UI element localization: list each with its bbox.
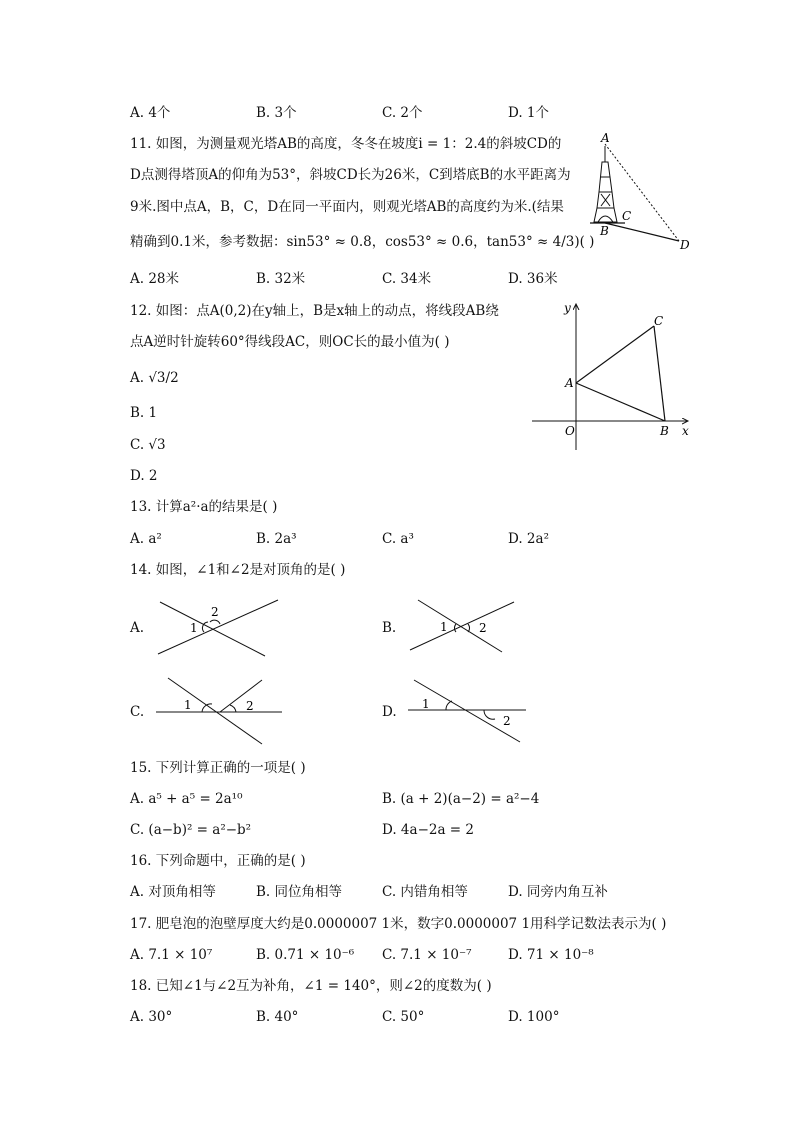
q14-option-a-letter: A. bbox=[130, 620, 145, 636]
q11-stem-line-4: 精确到0.1米，参考数据：sin53° ≈ 0.8，cos53° ≈ 0.6，tan53° ≈ 4/3)( ) bbox=[130, 234, 595, 250]
q18-option-c: C. 50° bbox=[382, 1009, 425, 1025]
q13-option-b: B. 2a³ bbox=[256, 531, 297, 547]
q12-label-o: O bbox=[565, 424, 575, 438]
q10-option-c: C. 2个 bbox=[382, 105, 423, 121]
q14b-angle-1: 1 bbox=[440, 620, 448, 634]
q15-option-b: B. (a + 2)(a−2) = a²−4 bbox=[382, 791, 540, 807]
q14-stem: 14. 如图，∠1和∠2是对顶角的是( ) bbox=[130, 562, 346, 578]
q18-option-b: B. 40° bbox=[256, 1009, 299, 1025]
q13-option-c: C. a³ bbox=[382, 531, 414, 547]
q11-stem-line-2: D点测得塔顶A的仰角为53°，斜坡CD长为26米，C到塔底B的水平距离为 bbox=[130, 167, 571, 183]
q14a-angle-2: 2 bbox=[211, 605, 219, 619]
q11-label-d: D bbox=[680, 238, 690, 252]
q14b-angle-2: 2 bbox=[479, 621, 487, 635]
q12-label-a: A bbox=[565, 376, 574, 390]
q18-option-d: D. 100° bbox=[508, 1009, 560, 1025]
q13-stem: 13. 计算a²·a的结果是( ) bbox=[130, 499, 278, 515]
q12-figure bbox=[528, 298, 698, 454]
q14d-angle-2: 2 bbox=[503, 714, 511, 728]
q11-option-a: A. 28米 bbox=[130, 271, 180, 287]
q11-stem-line-3: 9米.图中点A，B，C，D在同一平面内，则观光塔AB的高度约为米.(结果 bbox=[130, 199, 564, 215]
q14-option-c-letter: C. bbox=[130, 704, 145, 720]
q12-label-y: y bbox=[564, 301, 571, 315]
q14c-angle-1: 1 bbox=[184, 698, 192, 712]
q10-option-a: A. 4个 bbox=[130, 105, 171, 121]
q14-figure-c bbox=[150, 674, 290, 748]
q10-option-d: D. 1个 bbox=[508, 105, 550, 121]
q11-option-b: B. 32米 bbox=[256, 271, 306, 287]
q14a-angle-1: 1 bbox=[190, 621, 198, 635]
q14c-angle-2: 2 bbox=[246, 699, 254, 713]
q12-stem-line-2: 点A逆时针旋转60°得线段AC，则OC长的最小值为( ) bbox=[130, 334, 450, 350]
q12-label-x: x bbox=[682, 424, 689, 438]
q14-figure-b bbox=[400, 594, 530, 658]
q13-option-a: A. a² bbox=[130, 531, 162, 547]
q14-figure-a bbox=[150, 594, 290, 664]
q11-label-a: A bbox=[601, 132, 610, 145]
q14-option-b-letter: B. bbox=[382, 620, 397, 636]
q17-stem: 17. 肥皂泡的泡壁厚度大约是0.0000007 1米，数字0.0000007 1用科学记数法表示为( ) bbox=[130, 916, 667, 932]
q16-option-c: C. 内错角相等 bbox=[382, 884, 468, 900]
q16-option-b: B. 同位角相等 bbox=[256, 884, 343, 900]
q15-stem: 15. 下列计算正确的一项是( ) bbox=[130, 760, 306, 776]
q16-option-a: A. 对顶角相等 bbox=[130, 884, 216, 900]
q14-figure-d bbox=[402, 674, 532, 748]
q17-option-b: B. 0.71 × 10⁻⁶ bbox=[256, 947, 355, 963]
q17-option-a: A. 7.1 × 10⁷ bbox=[130, 947, 213, 963]
q12-option-d: D. 2 bbox=[130, 468, 158, 484]
q12-option-c: C. √3 bbox=[130, 437, 166, 453]
q16-option-d: D. 同旁内角互补 bbox=[508, 884, 608, 900]
q11-option-c: C. 34米 bbox=[382, 271, 432, 287]
q16-stem: 16. 下列命题中，正确的是( ) bbox=[130, 853, 306, 869]
q11-label-b: B bbox=[600, 224, 609, 238]
q15-option-a: A. a⁵ + a⁵ = 2a¹⁰ bbox=[130, 791, 243, 807]
q17-option-d: D. 71 × 10⁻⁸ bbox=[508, 947, 594, 963]
q11-option-d: D. 36米 bbox=[508, 271, 558, 287]
q12-option-a: A. √3/2 bbox=[130, 370, 179, 386]
q10-option-b: B. 3个 bbox=[256, 105, 297, 121]
q12-label-c: C bbox=[654, 314, 664, 328]
q13-option-d: D. 2a² bbox=[508, 531, 549, 547]
q12-label-b: B bbox=[660, 424, 669, 438]
q12-stem-line-1: 12. 如图：点A(0,2)在y轴上，B是x轴上的动点，将线段AB绕 bbox=[130, 303, 499, 319]
q15-option-d: D. 4a−2a = 2 bbox=[382, 822, 474, 838]
q18-stem: 18. 已知∠1与∠2互为补角，∠1 = 140°，则∠2的度数为( ) bbox=[130, 978, 492, 994]
q18-option-a: A. 30° bbox=[130, 1009, 173, 1025]
q11-label-c: C bbox=[622, 209, 632, 223]
q11-figure bbox=[585, 132, 697, 254]
q14-option-d-letter: D. bbox=[382, 704, 397, 720]
q11-stem-line-1: 11. 如图，为测量观光塔AB的高度，冬冬在坡度i = 1：2.4的斜坡CD的 bbox=[130, 136, 562, 152]
q14d-angle-1: 1 bbox=[422, 697, 430, 711]
q15-option-c: C. (a−b)² = a²−b² bbox=[130, 822, 252, 838]
q17-option-c: C. 7.1 × 10⁻⁷ bbox=[382, 947, 472, 963]
tower-icon bbox=[594, 146, 617, 222]
q12-option-b: B. 1 bbox=[130, 405, 158, 421]
